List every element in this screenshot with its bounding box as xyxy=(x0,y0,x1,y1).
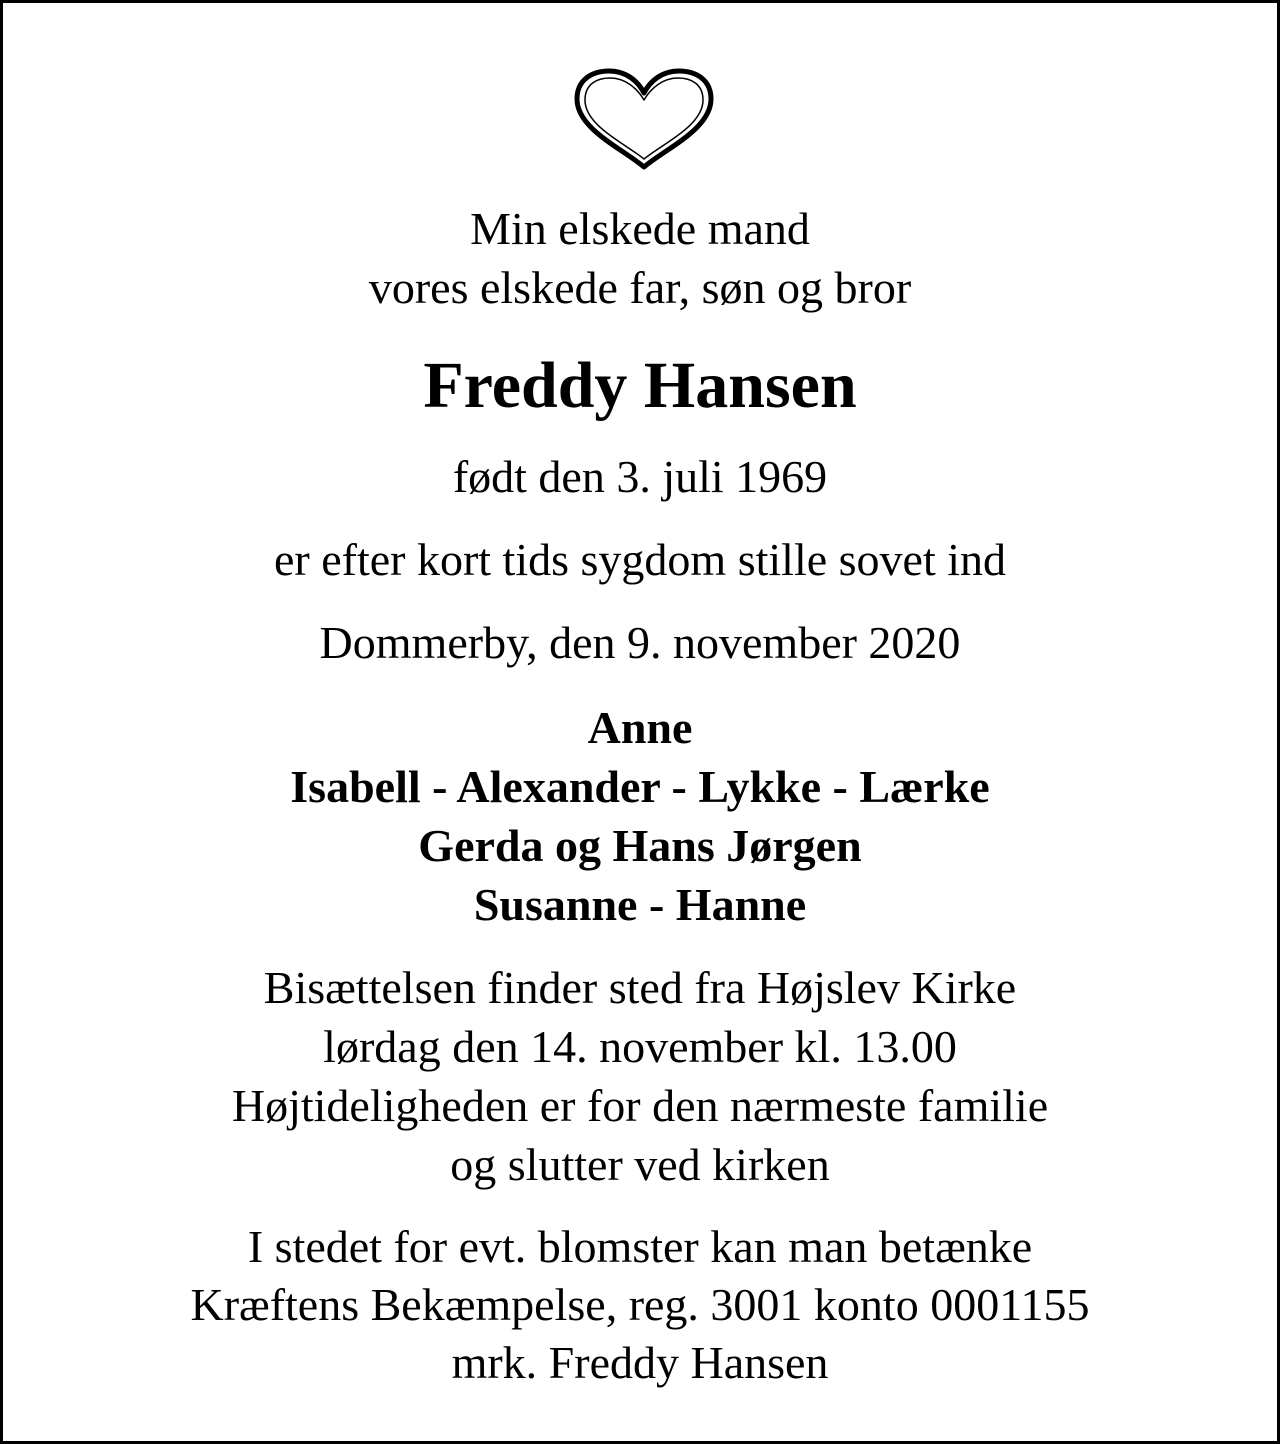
family-line-3: Gerda og Hans Jørgen xyxy=(418,820,862,871)
passing-text: er efter kort tids sygdom stille sovet ind xyxy=(273,534,1007,585)
heart-icon xyxy=(571,67,717,175)
donation-line-3: mrk. Freddy Hansen xyxy=(451,1337,829,1388)
place-date: Dommerby, den 9. november 2020 xyxy=(319,617,961,668)
intro-line-1: Min elskede mand xyxy=(470,203,810,254)
deceased-name: Freddy Hansen xyxy=(423,349,857,422)
family-line-2: Isabell - Alexander - Lykke - Lærke xyxy=(290,761,990,812)
funeral-line-1: Bisættelsen finder sted fra Højslev Kirke xyxy=(263,962,1017,1013)
birth-date: født den 3. juli 1969 xyxy=(452,451,828,502)
family-line-4: Susanne - Hanne xyxy=(473,879,807,930)
donation-line-2: Kræftens Bekæmpelse, reg. 3001 konto 0001155 xyxy=(190,1279,1090,1330)
funeral-line-4: og slutter ved kirken xyxy=(450,1139,830,1190)
family-line-1: Anne xyxy=(587,702,693,753)
funeral-line-3: Højtideligheden er for den nærmeste familie xyxy=(231,1080,1049,1131)
donation-line-1: I stedet for evt. blomster kan man betænke xyxy=(247,1221,1033,1272)
intro-line-2: vores elskede far, søn og bror xyxy=(368,262,912,313)
funeral-line-2: lørdag den 14. november kl. 13.00 xyxy=(323,1021,957,1072)
